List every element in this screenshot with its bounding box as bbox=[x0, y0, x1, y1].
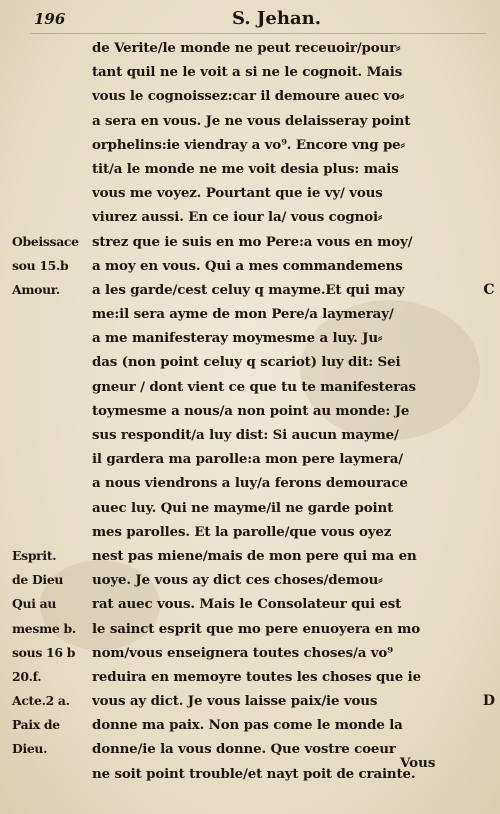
margin-note bbox=[12, 157, 94, 181]
text-line: a les garde/cest celuy q mayme.Et qui may bbox=[92, 281, 405, 298]
text-line: a nous viendrons a luy/a ferons demourace bbox=[92, 475, 408, 492]
text-line: tant quil ne le voit a si ne le cognoit. Mais bbox=[92, 64, 403, 81]
section-letter bbox=[478, 157, 500, 181]
section-letter bbox=[478, 399, 500, 423]
section-letter bbox=[478, 326, 500, 350]
margin-note bbox=[12, 447, 94, 471]
text-line: a moy en vous. Qui a mes commandemens bbox=[92, 257, 403, 274]
left-margin-notes bbox=[12, 36, 94, 762]
section-letter: C bbox=[483, 281, 495, 298]
text-line: auec luy. Qui ne mayme/il ne garde point bbox=[92, 499, 394, 516]
catchword: Vous bbox=[400, 755, 436, 771]
text-line: le sainct esprit que mo pere enuoyera en mo bbox=[92, 620, 421, 637]
margin-note bbox=[12, 302, 94, 326]
text-line: donne ma paix. Non pas come le monde la bbox=[92, 717, 403, 734]
page-header bbox=[0, 8, 500, 32]
margin-note bbox=[12, 133, 94, 157]
text-line: das (non point celuy q scariot) luy dit: Sei bbox=[92, 354, 401, 371]
folio-number: 196 bbox=[34, 10, 66, 28]
section-letter bbox=[478, 665, 500, 689]
text-line: il gardera ma parolle:a mon pere laymera/ bbox=[92, 451, 404, 468]
margin-note bbox=[12, 520, 94, 544]
margin-note: Amour. bbox=[12, 281, 60, 297]
section-letter bbox=[478, 181, 500, 205]
margin-note bbox=[12, 36, 94, 60]
text-line: de Verite/le monde ne peut receuoir/pour⸗ bbox=[92, 40, 401, 56]
section-letter bbox=[478, 544, 500, 568]
text-line: ne soit point trouble/et nayt poit de crainte. bbox=[92, 765, 416, 782]
text-line: donne/ie la vous donne. Que vostre coeur bbox=[92, 741, 396, 758]
header-rule bbox=[30, 33, 486, 34]
text-line: rat auec vous. Mais le Consolateur qui est bbox=[92, 596, 402, 613]
text-line: uoye. Je vous ay dict ces choses/demou⸗ bbox=[92, 572, 383, 589]
margin-note bbox=[12, 60, 94, 84]
section-letter bbox=[478, 60, 500, 84]
section-letter bbox=[478, 230, 500, 254]
margin-note: Esprit. bbox=[12, 547, 57, 563]
body-text bbox=[92, 36, 488, 786]
section-letter bbox=[478, 423, 500, 447]
margin-note: Acte.2 a. bbox=[12, 693, 70, 709]
text-line: mes parolles. Et la parolle/que vous oyez bbox=[92, 523, 392, 540]
running-title: S. Jehan. bbox=[232, 8, 321, 29]
text-line: sus respondit/a luy dist: Si aucun mayme/ bbox=[92, 427, 399, 443]
text-line: a sera en vous. Je ne vous delaisseray point bbox=[92, 112, 411, 129]
text-line: tit/a le monde ne me voit desia plus: mais bbox=[92, 160, 399, 177]
section-letter bbox=[478, 471, 500, 495]
text-line: a me manifesteray moymesme a luy. Ju⸗ bbox=[92, 330, 383, 347]
section-letter bbox=[478, 109, 500, 133]
margin-note: mesme b. bbox=[12, 620, 76, 636]
margin-note bbox=[12, 496, 94, 520]
section-letter: D bbox=[482, 693, 496, 710]
margin-note bbox=[12, 205, 94, 229]
section-letter bbox=[478, 36, 500, 60]
section-letter bbox=[478, 520, 500, 544]
section-letter bbox=[478, 84, 500, 108]
margin-note bbox=[12, 375, 94, 399]
margin-note: Paix de bbox=[12, 717, 60, 733]
section-letter bbox=[478, 568, 500, 592]
text-line: vous le cognoissez:car il demoure auec vo⸗ bbox=[92, 88, 405, 105]
margin-note: Dieu. bbox=[12, 741, 48, 757]
margin-note bbox=[12, 109, 94, 133]
text-line: nom/vous enseignera toutes choses/a vo⁹ bbox=[92, 644, 393, 661]
text-line: strez que ie suis en mo Pere:a vous en moy/ bbox=[92, 233, 413, 250]
text-line: me:il sera ayme de mon Pere/a laymeray/ bbox=[92, 306, 394, 323]
margin-note: Qui au bbox=[12, 596, 57, 612]
text-line: gneur / dont vient ce que tu te manifesteras bbox=[92, 378, 416, 395]
margin-note bbox=[12, 471, 94, 495]
margin-note: sous 16 b bbox=[12, 644, 76, 660]
margin-note bbox=[12, 399, 94, 423]
section-letter bbox=[478, 592, 500, 616]
margin-note bbox=[12, 84, 94, 108]
margin-note bbox=[12, 326, 94, 350]
section-letter bbox=[478, 447, 500, 471]
margin-note bbox=[12, 350, 94, 374]
text-line: toymesme a nous/a non point au monde: Je bbox=[92, 402, 410, 419]
margin-note: 20.f. bbox=[12, 668, 42, 684]
right-margin-notes bbox=[478, 36, 500, 713]
section-letter bbox=[478, 302, 500, 326]
text-line: vous me voyez. Pourtant que ie vy/ vous bbox=[92, 185, 383, 202]
section-letter bbox=[478, 641, 500, 665]
section-letter bbox=[478, 375, 500, 399]
text-line: viurez aussi. En ce iour la/ vous cognoi⸗ bbox=[92, 209, 383, 226]
margin-note bbox=[12, 181, 94, 205]
text-line: reduira en memoyre toutes les choses que ie bbox=[92, 668, 421, 685]
margin-note: sou 15.b bbox=[12, 257, 69, 273]
text-line: vous ay dict. Je vous laisse paix/ie vous bbox=[92, 693, 378, 710]
section-letter bbox=[478, 617, 500, 641]
margin-note bbox=[12, 423, 94, 447]
section-letter bbox=[478, 350, 500, 374]
section-letter bbox=[478, 205, 500, 229]
text-line: nest pas miene/mais de mon pere qui ma en bbox=[92, 547, 417, 564]
text-line: orphelins:ie viendray a vo⁹. Encore vng pe⸗ bbox=[92, 136, 405, 153]
section-letter bbox=[478, 496, 500, 520]
margin-note: de Dieu bbox=[12, 572, 64, 588]
section-letter bbox=[478, 133, 500, 157]
margin-note: Obeissace bbox=[12, 233, 79, 249]
section-letter bbox=[478, 254, 500, 278]
